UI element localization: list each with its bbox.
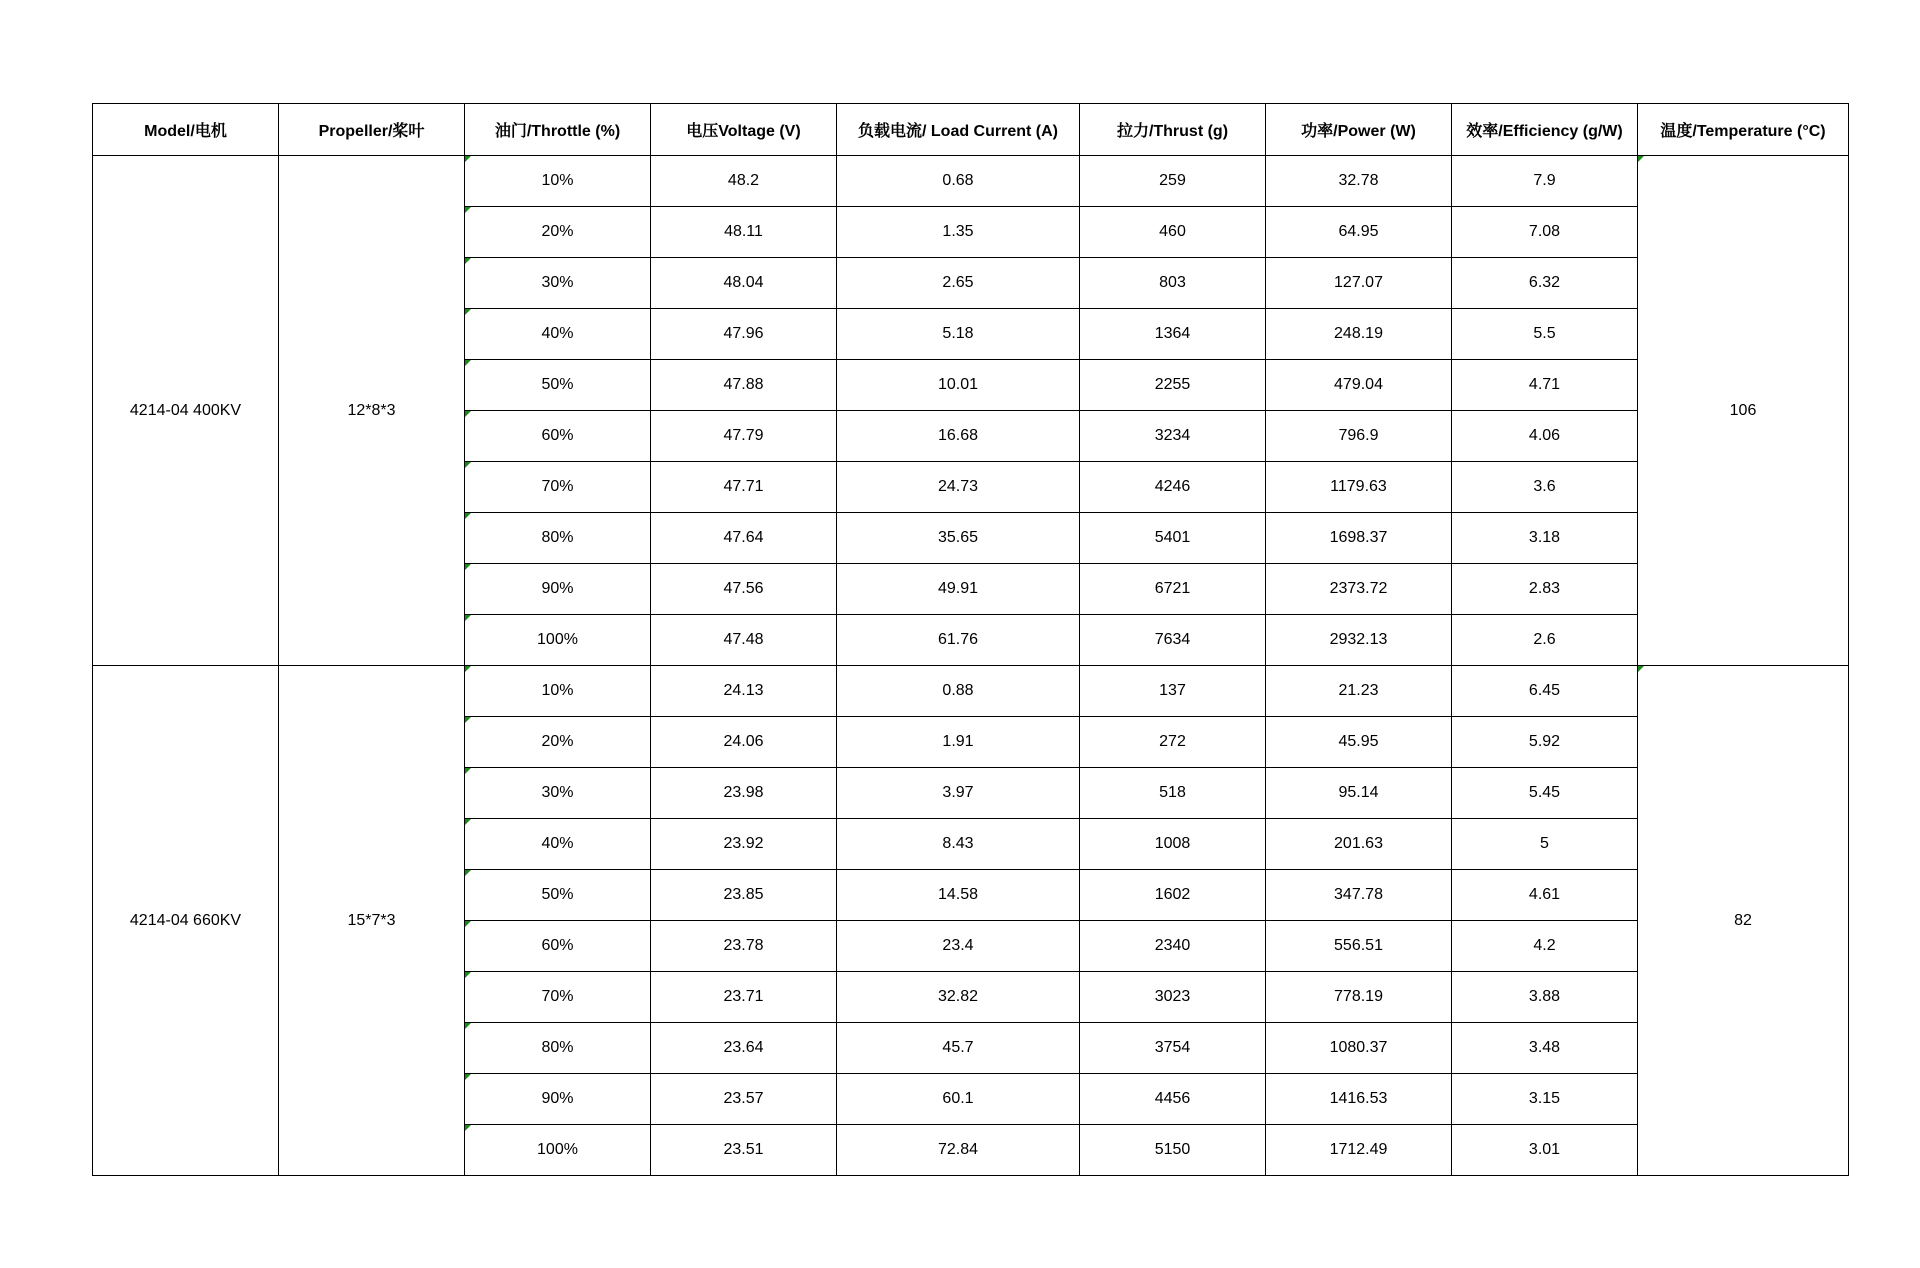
- efficiency-cell: 3.6: [1452, 462, 1638, 513]
- throttle-cell: 80%: [465, 1023, 651, 1074]
- load-current-cell: 3.97: [837, 768, 1080, 819]
- thrust-cell: 2340: [1080, 921, 1266, 972]
- efficiency-cell: 2.83: [1452, 564, 1638, 615]
- power-cell: 32.78: [1266, 156, 1452, 207]
- load-current-cell: 60.1: [837, 1074, 1080, 1125]
- thrust-cell: 5150: [1080, 1125, 1266, 1176]
- voltage-cell: 47.64: [651, 513, 837, 564]
- voltage-cell: 23.51: [651, 1125, 837, 1176]
- efficiency-cell: 7.08: [1452, 207, 1638, 258]
- thrust-cell: 4246: [1080, 462, 1266, 513]
- load-current-cell: 2.65: [837, 258, 1080, 309]
- load-current-cell: 49.91: [837, 564, 1080, 615]
- thrust-cell: 272: [1080, 717, 1266, 768]
- temperature-cell: 106: [1638, 156, 1849, 666]
- power-cell: 127.07: [1266, 258, 1452, 309]
- efficiency-cell: 3.15: [1452, 1074, 1638, 1125]
- load-current-cell: 35.65: [837, 513, 1080, 564]
- throttle-cell: 30%: [465, 768, 651, 819]
- power-cell: 347.78: [1266, 870, 1452, 921]
- table-row: [93, 666, 1849, 717]
- efficiency-cell: 3.88: [1452, 972, 1638, 1023]
- power-cell: 21.23: [1266, 666, 1452, 717]
- efficiency-cell: 3.18: [1452, 513, 1638, 564]
- load-current-cell: 8.43: [837, 819, 1080, 870]
- efficiency-cell: 2.6: [1452, 615, 1638, 666]
- header-throttle: 油门/Throttle (%): [465, 104, 651, 156]
- voltage-cell: 24.13: [651, 666, 837, 717]
- power-cell: 1080.37: [1266, 1023, 1452, 1074]
- propeller-cell: 15*7*3: [279, 666, 465, 1176]
- voltage-cell: 48.2: [651, 156, 837, 207]
- power-cell: 1712.49: [1266, 1125, 1452, 1176]
- thrust-cell: 259: [1080, 156, 1266, 207]
- temperature-cell: 82: [1638, 666, 1849, 1176]
- thrust-cell: 5401: [1080, 513, 1266, 564]
- throttle-cell: 90%: [465, 564, 651, 615]
- load-current-cell: 72.84: [837, 1125, 1080, 1176]
- table-body: [93, 156, 1849, 1176]
- model-cell: 4214-04 400KV: [93, 156, 279, 666]
- voltage-cell: 23.64: [651, 1023, 837, 1074]
- voltage-cell: 47.79: [651, 411, 837, 462]
- voltage-cell: 23.78: [651, 921, 837, 972]
- power-cell: 2932.13: [1266, 615, 1452, 666]
- load-current-cell: 23.4: [837, 921, 1080, 972]
- load-current-cell: 61.76: [837, 615, 1080, 666]
- throttle-cell: 80%: [465, 513, 651, 564]
- throttle-cell: 30%: [465, 258, 651, 309]
- voltage-cell: 23.85: [651, 870, 837, 921]
- voltage-cell: 23.92: [651, 819, 837, 870]
- power-cell: 556.51: [1266, 921, 1452, 972]
- load-current-cell: 45.7: [837, 1023, 1080, 1074]
- efficiency-cell: 4.61: [1452, 870, 1638, 921]
- thrust-cell: 6721: [1080, 564, 1266, 615]
- thrust-cell: 7634: [1080, 615, 1266, 666]
- header-propeller: Propeller/桨叶: [279, 104, 465, 156]
- voltage-cell: 47.56: [651, 564, 837, 615]
- header-thrust: 拉力/Thrust (g): [1080, 104, 1266, 156]
- thrust-cell: 803: [1080, 258, 1266, 309]
- load-current-cell: 1.91: [837, 717, 1080, 768]
- power-cell: 1179.63: [1266, 462, 1452, 513]
- header-model: Model/电机: [93, 104, 279, 156]
- efficiency-cell: 3.48: [1452, 1023, 1638, 1074]
- throttle-cell: 100%: [465, 615, 651, 666]
- voltage-cell: 24.06: [651, 717, 837, 768]
- power-cell: 1698.37: [1266, 513, 1452, 564]
- throttle-cell: 50%: [465, 360, 651, 411]
- load-current-cell: 1.35: [837, 207, 1080, 258]
- load-current-cell: 14.58: [837, 870, 1080, 921]
- thrust-cell: 460: [1080, 207, 1266, 258]
- voltage-cell: 48.04: [651, 258, 837, 309]
- header-temperature: 温度/Temperature (°C): [1638, 104, 1849, 156]
- voltage-cell: 47.88: [651, 360, 837, 411]
- load-current-cell: 10.01: [837, 360, 1080, 411]
- throttle-cell: 70%: [465, 462, 651, 513]
- power-cell: 778.19: [1266, 972, 1452, 1023]
- power-cell: 201.63: [1266, 819, 1452, 870]
- efficiency-cell: 3.01: [1452, 1125, 1638, 1176]
- efficiency-cell: 6.45: [1452, 666, 1638, 717]
- efficiency-cell: 5.92: [1452, 717, 1638, 768]
- efficiency-cell: 4.71: [1452, 360, 1638, 411]
- thrust-cell: 3234: [1080, 411, 1266, 462]
- thrust-cell: 3023: [1080, 972, 1266, 1023]
- efficiency-cell: 4.2: [1452, 921, 1638, 972]
- efficiency-cell: 5: [1452, 819, 1638, 870]
- load-current-cell: 0.88: [837, 666, 1080, 717]
- power-cell: 45.95: [1266, 717, 1452, 768]
- load-current-cell: 5.18: [837, 309, 1080, 360]
- load-current-cell: 0.68: [837, 156, 1080, 207]
- throttle-cell: 100%: [465, 1125, 651, 1176]
- throttle-cell: 50%: [465, 870, 651, 921]
- power-cell: 1416.53: [1266, 1074, 1452, 1125]
- header-voltage: 电压Voltage (V): [651, 104, 837, 156]
- load-current-cell: 32.82: [837, 972, 1080, 1023]
- voltage-cell: 23.71: [651, 972, 837, 1023]
- thrust-cell: 1008: [1080, 819, 1266, 870]
- motor-performance-table: [92, 103, 1849, 1176]
- throttle-cell: 10%: [465, 156, 651, 207]
- thrust-cell: 518: [1080, 768, 1266, 819]
- thrust-cell: 2255: [1080, 360, 1266, 411]
- power-cell: 2373.72: [1266, 564, 1452, 615]
- throttle-cell: 70%: [465, 972, 651, 1023]
- throttle-cell: 20%: [465, 207, 651, 258]
- model-cell: 4214-04 660KV: [93, 666, 279, 1176]
- thrust-cell: 137: [1080, 666, 1266, 717]
- efficiency-cell: 4.06: [1452, 411, 1638, 462]
- load-current-cell: 16.68: [837, 411, 1080, 462]
- load-current-cell: 24.73: [837, 462, 1080, 513]
- throttle-cell: 90%: [465, 1074, 651, 1125]
- table-row: [93, 156, 1849, 207]
- voltage-cell: 47.71: [651, 462, 837, 513]
- propeller-cell: 12*8*3: [279, 156, 465, 666]
- efficiency-cell: 6.32: [1452, 258, 1638, 309]
- voltage-cell: 23.57: [651, 1074, 837, 1125]
- voltage-cell: 48.11: [651, 207, 837, 258]
- power-cell: 479.04: [1266, 360, 1452, 411]
- header-efficiency: 效率/Efficiency (g/W): [1452, 104, 1638, 156]
- throttle-cell: 20%: [465, 717, 651, 768]
- power-cell: 248.19: [1266, 309, 1452, 360]
- throttle-cell: 60%: [465, 921, 651, 972]
- thrust-cell: 1602: [1080, 870, 1266, 921]
- header-load-current: 负载电流/ Load Current (A): [837, 104, 1080, 156]
- power-cell: 64.95: [1266, 207, 1452, 258]
- voltage-cell: 23.98: [651, 768, 837, 819]
- efficiency-cell: 5.45: [1452, 768, 1638, 819]
- power-cell: 796.9: [1266, 411, 1452, 462]
- header-row: [93, 104, 1849, 156]
- efficiency-cell: 5.5: [1452, 309, 1638, 360]
- throttle-cell: 40%: [465, 819, 651, 870]
- thrust-cell: 1364: [1080, 309, 1266, 360]
- thrust-cell: 4456: [1080, 1074, 1266, 1125]
- throttle-cell: 40%: [465, 309, 651, 360]
- throttle-cell: 10%: [465, 666, 651, 717]
- header-power: 功率/Power (W): [1266, 104, 1452, 156]
- power-cell: 95.14: [1266, 768, 1452, 819]
- thrust-cell: 3754: [1080, 1023, 1266, 1074]
- efficiency-cell: 7.9: [1452, 156, 1638, 207]
- voltage-cell: 47.48: [651, 615, 837, 666]
- throttle-cell: 60%: [465, 411, 651, 462]
- voltage-cell: 47.96: [651, 309, 837, 360]
